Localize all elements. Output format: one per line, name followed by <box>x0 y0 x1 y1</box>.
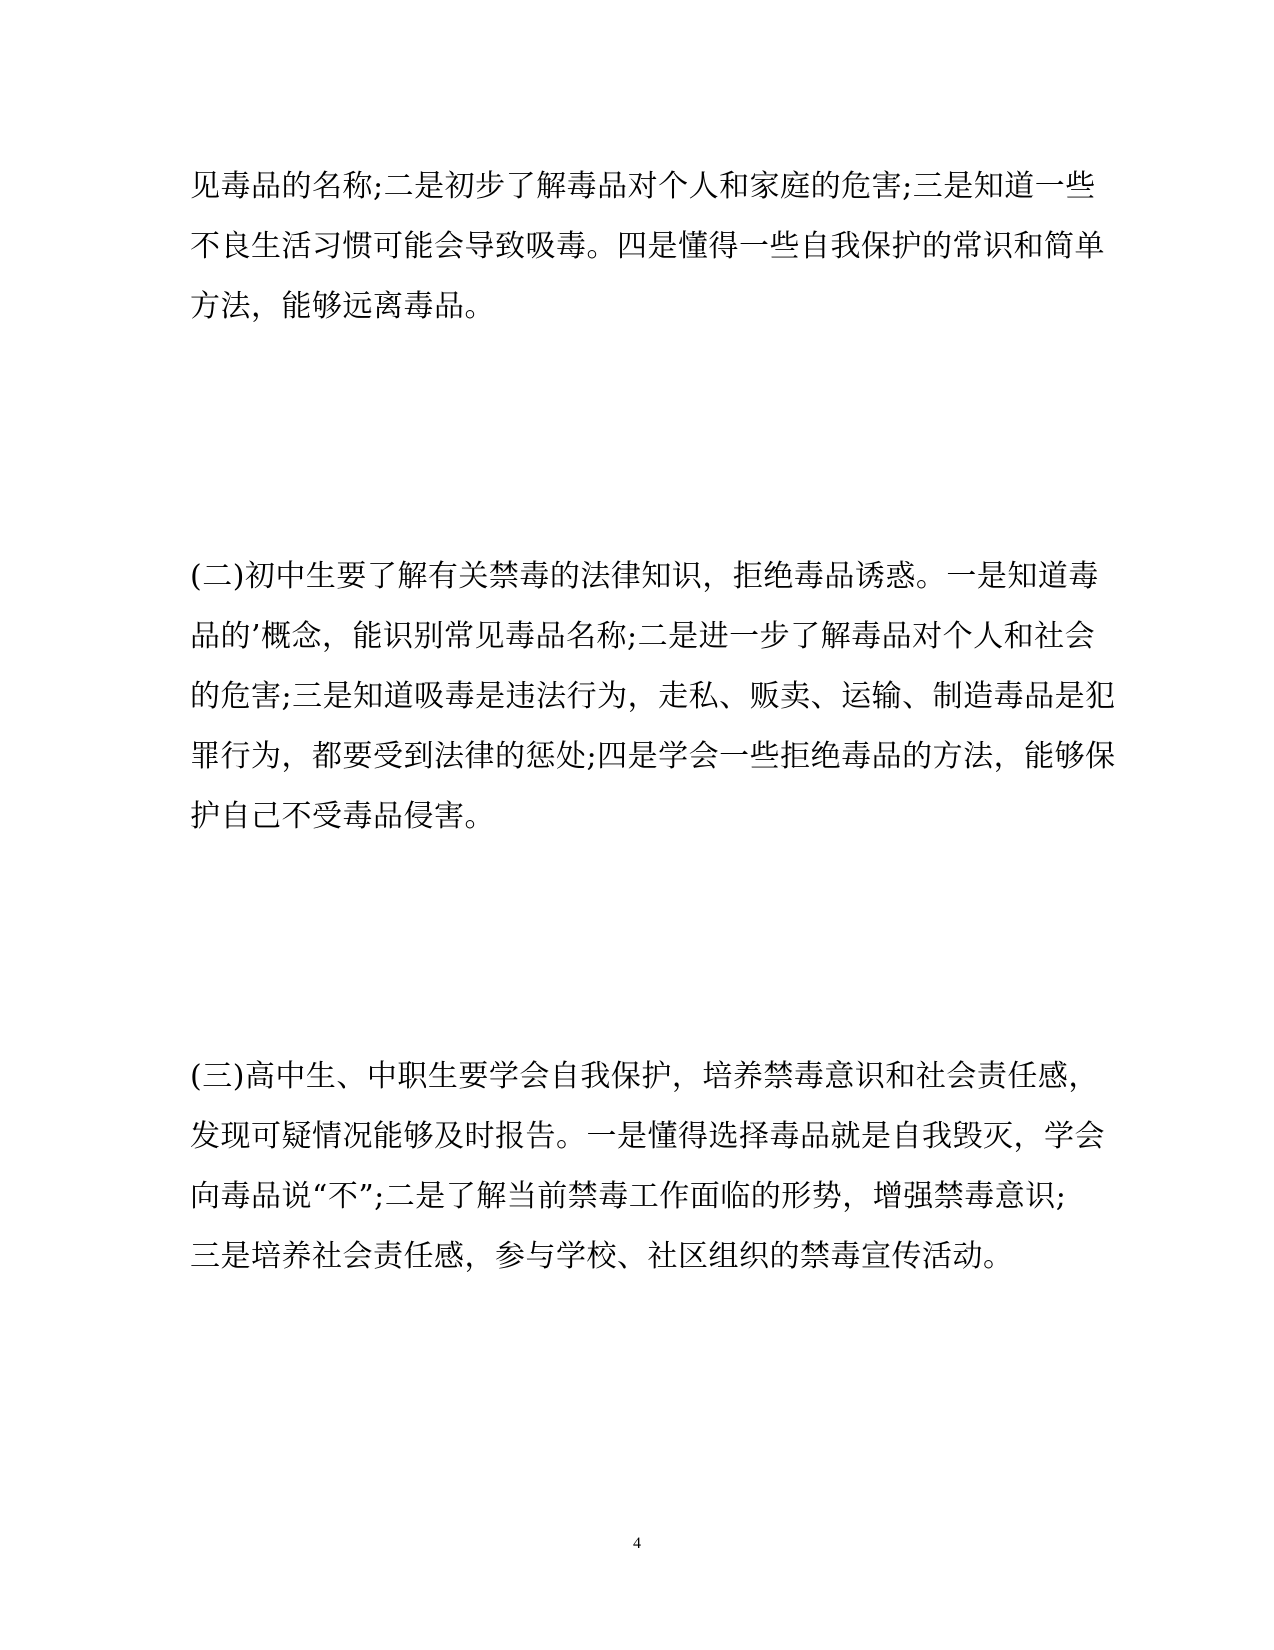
paragraph-line: 品的’概念，能识别常见毒品名称;二是进一步了解毒品对个人和社会 <box>190 619 1096 654</box>
paragraph-line: 不良生活习惯可能会导致吸毒。四是懂得一些自我保护的常识和简单 <box>190 229 1105 264</box>
paragraph-line: 方法，能够远离毒品。 <box>190 289 495 324</box>
paragraph-line: 的危害;三是知道吸毒是违法行为，走私、贩卖、运输、制造毒品是犯 <box>190 679 1116 714</box>
paragraph-junior-high <box>190 547 1116 847</box>
page-number: 4 <box>633 1535 641 1552</box>
paragraph-line: 见毒品的名称;二是初步了解毒品对个人和家庭的危害;三是知道一些 <box>190 169 1096 204</box>
paragraph-line: 护自己不受毒品侵害。 <box>190 799 495 834</box>
paragraph-line: 发现可疑情况能够及时报告。一是懂得选择毒品就是自我毁灭，学会 <box>190 1119 1105 1154</box>
paragraph-line: 罪行为，都要受到法律的惩处;四是学会一些拒绝毒品的方法，能够保 <box>190 739 1116 774</box>
paragraph-senior-high <box>190 1047 1105 1287</box>
paragraph-line: (三)高中生、中职生要学会自我保护，培养禁毒意识和社会责任感， <box>190 1059 1099 1094</box>
paragraph-line: 三是培养社会责任感，参与学校、社区组织的禁毒宣传活动。 <box>190 1239 1014 1274</box>
paragraph-continuation <box>190 157 1105 337</box>
paragraph-line: 向毒品说“不”;二是了解当前禁毒工作面临的形势，增强禁毒意识; <box>190 1179 1067 1214</box>
paragraph-line: (二)初中生要了解有关禁毒的法律知识，拒绝毒品诱惑。一是知道毒 <box>190 559 1099 594</box>
